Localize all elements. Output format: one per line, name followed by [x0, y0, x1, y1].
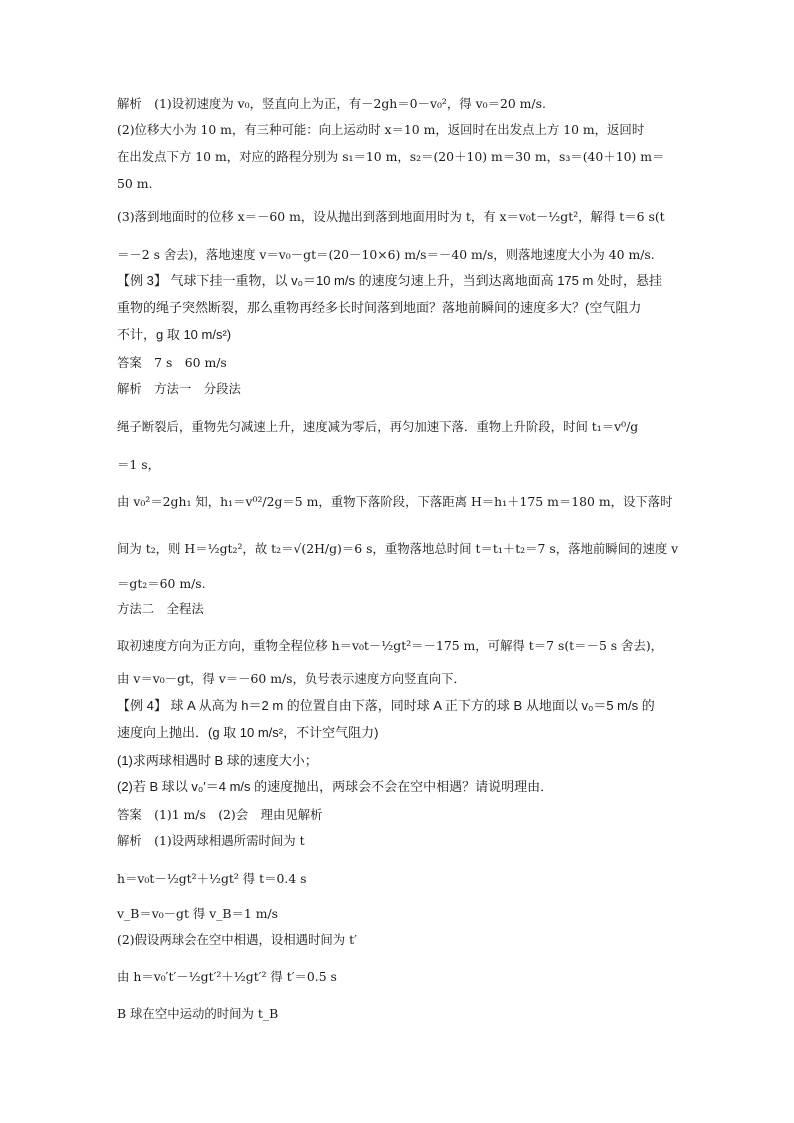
text-line: 速度向上抛出．(g 取 10 m/s²，不计空气阻力): [117, 725, 379, 740]
question-2: (2)若 B 球以 v₀′＝4 m/s 的速度抛出，两球会不会在空中相遇？请说明理由．: [117, 779, 554, 794]
text-line: 解析 (1)设初速度为 v₀，竖直向上为正，有－2gh＝0－v₀²，得 v₀＝20 m/s.: [117, 96, 546, 111]
answer-line: 答案 (1)1 m/s (2)会 理由见解析: [117, 807, 323, 822]
question-1: (1)求两球相遇时 B 球的速度大小；: [117, 753, 318, 768]
text-line: 解析 (1)设两球相遇所需时间为 t: [117, 833, 305, 848]
text-line: 由 v＝v₀－gt，得 v＝－60 m/s，负号表示速度方向竖直向下．: [117, 671, 466, 686]
example-3-heading: 【例 3】 气球下挂一重物，以 v₀＝10 m/s 的速度匀速上升，当到达离地面高 175 m 处时，悬挂: [117, 273, 662, 288]
text-line: 取初速度方向为正方向，重物全程位移 h＝v₀t－½gt²＝－175 m，可解得 t＝7 s(t＝－5 s 舍去)，: [117, 638, 664, 653]
text-line: 在出发点下方 10 m，对应的路程分别为 s₁＝10 m，s₂＝(20＋10) m＝30 m，s₃＝(40＋10) m＝: [117, 149, 665, 164]
text-line: 50 m.: [117, 176, 153, 191]
text-line: 间为 t₂，则 H＝½gt₂²，故 t₂＝√(2H/g)＝6 s，重物落地总时间 t＝t₁＋t₂＝7 s，落地前瞬间的速度 v: [117, 541, 679, 556]
equation-line: 由 h＝v₀′t′－½gt′²＋½gt′² 得 t′＝0.5 s: [117, 969, 337, 984]
text-line: ＝gt₂＝60 m/s.: [117, 576, 206, 591]
text-line: ＝1 s，: [117, 457, 160, 472]
text-line: (2)位移大小为 10 m，有三种可能：向上运动时 x＝10 m，返回时在出发点上方 10 m，返回时: [117, 122, 645, 137]
text-line: 不计，g 取 10 m/s²): [117, 327, 232, 342]
equation-line: v_B＝v₀－gt 得 v_B＝1 m/s: [117, 906, 279, 921]
text-line: (2)假设两球会在空中相遇，设相遇时间为 t′: [117, 932, 357, 947]
text-line: 方法二 全程法: [117, 601, 204, 616]
equation-line: h＝v₀t－½gt²＋½gt² 得 t＝0.4 s: [117, 871, 307, 886]
text-line: 绳子断裂后，重物先匀减速上升，速度减为零后，再匀加速下落．重物上升阶段，时间 t₁＝v⁰/g: [117, 419, 639, 434]
answer-line: 答案 7 s 60 m/s: [117, 355, 227, 370]
text-line: B 球在空中运动的时间为 t_B: [117, 1006, 279, 1021]
text-line: 由 v₀²＝2gh₁ 知，h₁＝v⁰²/2g＝5 m，重物下落阶段，下落距离 H＝h₁＋175 m＝180 m，设下落时: [117, 494, 673, 509]
text-line: 重物的绳子突然断裂，那么重物再经多长时间落到地面？落地前瞬间的速度多大？(空气阻力: [117, 300, 642, 315]
text-line: 解析 方法一 分段法: [117, 381, 241, 396]
example-4-heading: 【例 4】 球 A 从高为 h＝2 m 的位置自由下落，同时球 A 正下方的球 B 从地面以 v₀＝5 m/s 的: [117, 698, 655, 713]
text-line: ＝－2 s 舍去)，落地速度 v＝v₀－gt＝(20－10×6) m/s＝－40 m/s，则落地速度大小为 40 m/s.: [117, 247, 655, 262]
text-line: (3)落到地面时的位移 x＝－60 m，设从抛出到落到地面用时为 t，有 x＝v₀t－½gt²，解得 t＝6 s(t: [117, 209, 665, 224]
